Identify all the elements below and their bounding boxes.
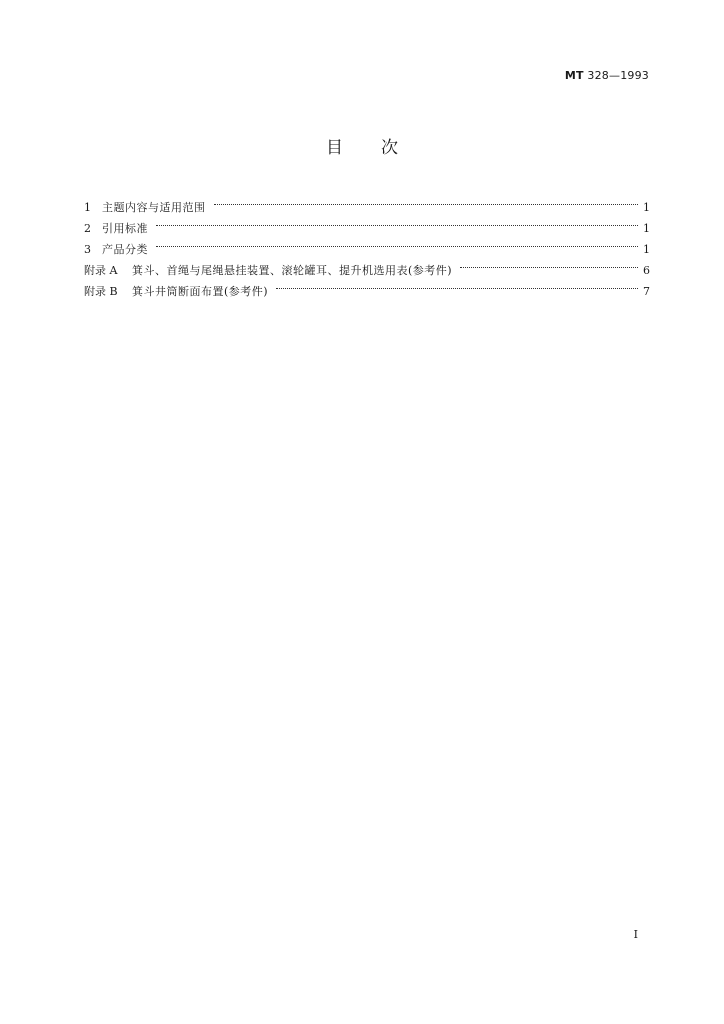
table-of-contents — [84, 190, 650, 298]
toc-entry-page: 1 — [643, 201, 650, 214]
toc-entry-title: 主题内容与适用范围 — [102, 201, 206, 214]
dot-leader — [460, 253, 638, 274]
dot-leader — [156, 232, 638, 253]
toc-entry-number: 附录 B — [84, 285, 118, 298]
dot-leader — [214, 190, 639, 211]
toc-entry-title: 箕斗井筒断面布置(参考件) — [132, 285, 269, 298]
standard-code: MT — [564, 69, 584, 82]
toc-entry-title: 产品分类 — [102, 243, 148, 256]
dot-leader — [156, 211, 638, 232]
toc-entry-number: 1 — [84, 201, 91, 214]
toc-entry-number: 3 — [84, 243, 91, 256]
toc-entry-page: 7 — [643, 285, 650, 298]
toc-entry-title: 箕斗、首绳与尾绳悬挂装置、滚轮罐耳、提升机选用表(参考件) — [132, 264, 453, 277]
standard-header — [565, 69, 649, 82]
toc-entry[interactable] — [84, 211, 650, 235]
toc-entry-page: 6 — [643, 264, 650, 277]
standard-number: 328—1993 — [587, 69, 649, 82]
toc-entry-number: 2 — [84, 222, 91, 235]
toc-entry-page: 1 — [643, 222, 650, 235]
page-number: I — [633, 928, 638, 941]
toc-entry[interactable] — [84, 232, 650, 256]
dot-leader — [276, 274, 638, 295]
toc-entry-page: 1 — [643, 243, 650, 256]
toc-entry-title: 引用标准 — [102, 222, 148, 235]
toc-title: 目次 — [326, 138, 436, 158]
toc-entry-number: 附录 A — [84, 264, 118, 277]
toc-entry[interactable] — [84, 190, 650, 214]
toc-entry[interactable] — [84, 253, 650, 277]
